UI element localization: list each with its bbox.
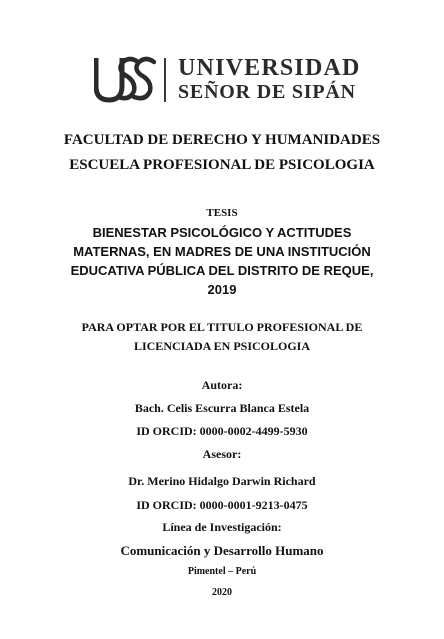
advisor-label: Asesor: [202,447,242,461]
degree-line-2: LICENCIADA EN PSICOLOGIA [133,339,311,353]
uss-monogram-icon [94,54,156,104]
advisor-orcid: ID ORCID: 0000-0001-9213-0475 [136,498,308,512]
advisor-name: Dr. Merino Hidalgo Darwin Richard [128,474,316,488]
thesis-title-line: EDUCATIVA PÚBLICA DEL DISTRITO DE REQUE, [70,263,374,278]
thesis-title-line: BIENESTAR PSICOLÓGICO Y ACTITUDES [92,225,352,240]
thesis-title-line: 2019 [207,282,237,297]
logo-text-universidad: UNIVERSIDAD [178,55,361,81]
year: 2020 [212,587,232,598]
university-logo [94,54,364,106]
thesis-title-line: MATERNAS, EN MADRES DE UNA INSTITUCIÓN [73,244,371,259]
faculty-name: FACULTAD DE DERECHO Y HUMANIDADES [63,132,381,148]
author-label: Autora: [201,378,243,392]
research-line-value: Comunicación y Desarrollo Humano [120,543,324,558]
research-line-label: Línea de Investigación: [162,520,282,534]
document-type: TESIS [206,207,238,219]
logo-text-senor-de-sipan: SEÑOR DE SIPÁN [178,81,356,103]
degree-line-1: PARA OPTAR POR EL TITULO PROFESIONAL DE [81,320,363,334]
school-name: ESCUELA PROFESIONAL DE PSICOLOGIA [69,157,375,173]
author-name: Bach. Celis Escurra Blanca Estela [134,401,310,415]
logo-divider [164,58,166,102]
place: Pimentel – Perú [187,566,257,577]
author-orcid: ID ORCID: 0000-0002-4499-5930 [136,424,308,438]
thesis-title [40,223,404,299]
